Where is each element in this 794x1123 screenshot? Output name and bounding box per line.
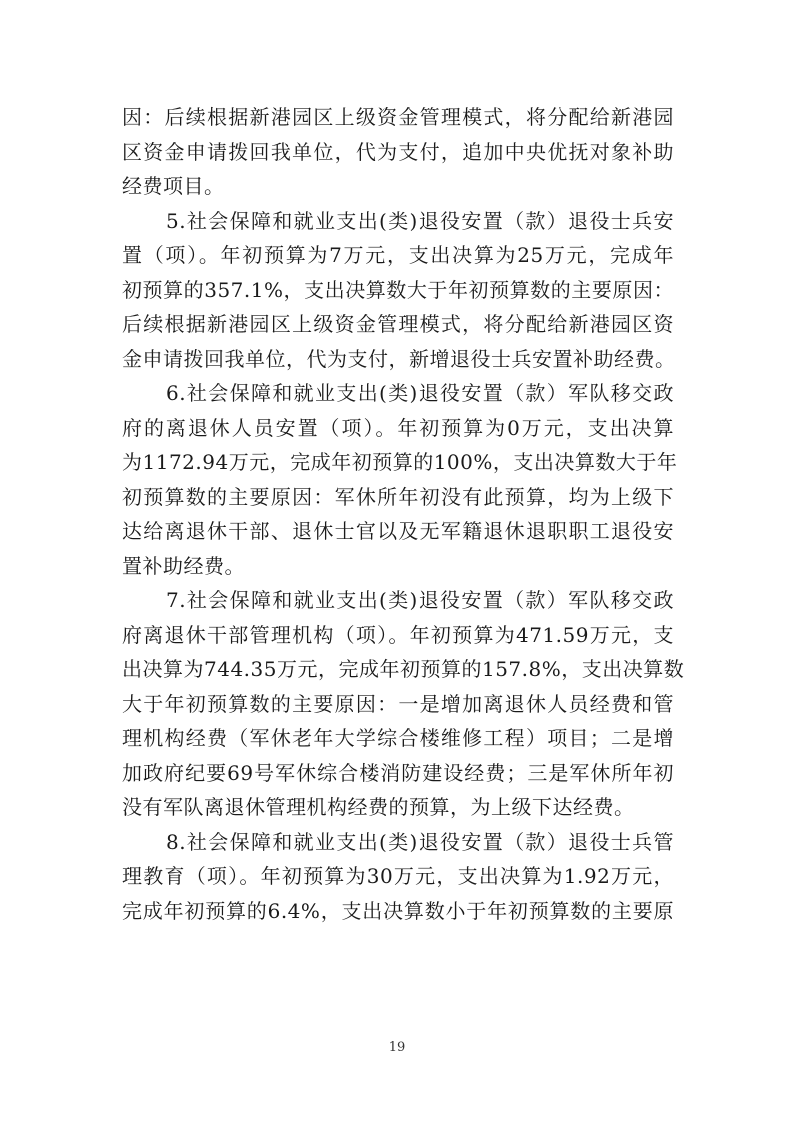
text-line: 为1172.94万元，完成年初预算的100%，支出决算数大于年 xyxy=(122,450,678,474)
text-line: 后续根据新港园区上级资金管理模式，将分配给新港园区资 xyxy=(122,312,674,336)
text-line: 置（项）。年初预算为7万元，支出决算为25万元，完成年 xyxy=(122,243,674,267)
text-line: 金申请拨回我单位，代为支付，新增退役士兵安置补助经费。 xyxy=(122,346,676,371)
text-line: 经费项目。 xyxy=(122,174,225,198)
paragraph-first-line: 6.社会保障和就业支出(类)退役安置（款）军队移交政 xyxy=(166,381,674,405)
paragraph-first-line: 7.社会保障和就业支出(类)退役安置（款）军队移交政 xyxy=(166,588,674,612)
text-line: 加政府纪要69号军休综合楼消防建设经费；三是军休所年初 xyxy=(122,760,674,785)
text-line: 理教育（项）。年初预算为30万元，支出决算为1.92万元， xyxy=(122,864,674,888)
text-line: 达给离退休干部、退休士官以及无军籍退休退职职工退役安 xyxy=(122,519,674,543)
text-line: 初预算的357.1%，支出决算数大于年初预算数的主要原因： xyxy=(122,277,674,302)
text-line: 没有军队离退休管理机构经费的预算，为上级下达经费。 xyxy=(122,795,635,819)
page-body xyxy=(122,100,685,928)
page-number: 19 xyxy=(388,1040,406,1055)
text-line: 出决算为744.35万元，完成年初预算的157.8%，支出决算数 xyxy=(122,657,685,681)
paragraph-first-line: 5.社会保障和就业支出(类)退役安置（款）退役士兵安 xyxy=(166,208,674,233)
text-line: 置补助经费。 xyxy=(122,553,245,578)
text-line: 大于年初预算数的主要原因：一是增加离退休人员经费和管 xyxy=(122,691,674,716)
paragraph-first-line: 8.社会保障和就业支出(类)退役安置（款）退役士兵管 xyxy=(166,829,674,854)
text-line: 理机构经费（军休老年大学综合楼维修工程）项目；二是增 xyxy=(122,726,674,750)
text-line: 因：后续根据新港园区上级资金管理模式，将分配给新港园 xyxy=(122,105,674,129)
text-line: 区资金申请拨回我单位，代为支付，追加中央优抚对象补助 xyxy=(122,139,674,164)
text-line: 初预算数的主要原因：军休所年初没有此预算，均为上级下 xyxy=(122,484,674,509)
text-line: 府离退休干部管理机构（项）。年初预算为471.59万元，支 xyxy=(122,622,674,647)
text-line: 府的离退休人员安置（项）。年初预算为0万元，支出决算 xyxy=(122,415,674,440)
text-line: 完成年初预算的6.4%，支出决算数小于年初预算数的主要原 xyxy=(122,898,674,923)
